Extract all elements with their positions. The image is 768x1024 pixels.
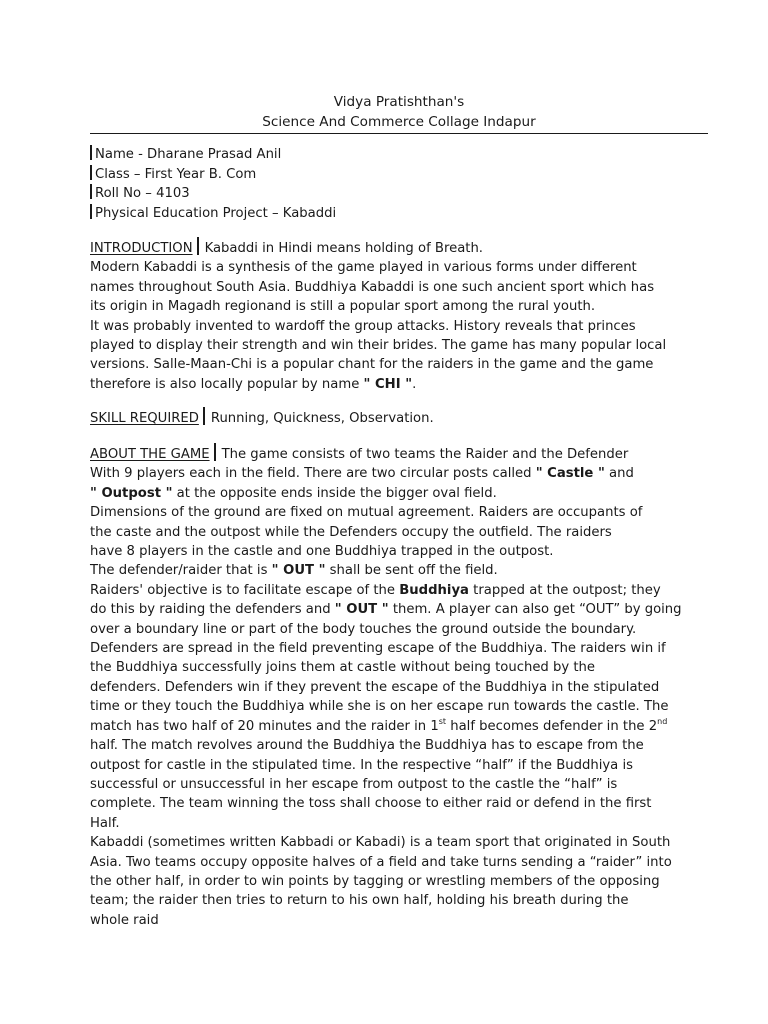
bar-mark	[90, 165, 92, 180]
paragraph-line: half. The match revolves around the Buddhiya the Buddhiya has to escape from the	[90, 738, 644, 754]
paragraph-line: whole raid	[90, 912, 159, 928]
student-info	[90, 145, 708, 223]
paragraph-line: Defenders are spread in the field preventing escape of the Buddhiya. The raiders win if	[90, 641, 666, 657]
bar-mark	[214, 443, 216, 461]
outpost-term: " Outpost "	[90, 485, 173, 501]
paragraph-line: the caste and the outpost while the Defenders occupy the outfield. The raiders	[90, 524, 612, 540]
paragraph-line: outpost for castle in the stipulated time. In the respective “half” if the Buddhiya is	[90, 757, 633, 773]
paragraph-line: names throughout South Asia. Buddhiya Kabaddi is one such ancient sport which has	[90, 279, 655, 295]
paragraph-line: versions. Salle-Maan-Chi is a popular chant for the raiders in the game and the game	[90, 357, 654, 373]
paragraph-line: the other half, in order to win points by tagging or wrestling members of the opposing	[90, 873, 660, 889]
college-header	[90, 93, 708, 132]
buddhiya-term: Buddhiya	[399, 582, 469, 598]
bar-mark	[90, 184, 92, 199]
bar-mark	[90, 145, 92, 160]
paragraph-line: the Buddhiya successfully joins them at castle without being touched by the	[90, 660, 596, 676]
paragraph-line: its origin in Magadh regionand is still a popular sport among the rural youth.	[90, 299, 596, 315]
paragraph-line: " Outpost " at the opposite ends inside the bigger oval field.	[90, 485, 497, 501]
paragraph-line: Raiders' objective is to facilitate escape of the Buddhiya trapped at the outpost; they	[90, 582, 661, 598]
paragraph-line: team; the raider then tries to return to his own half, holding his breath during the	[90, 893, 629, 909]
info-roll: Roll No – 4103	[90, 184, 708, 204]
paragraph-line: The defender/raider that is " OUT " shall be sent off the field.	[90, 563, 498, 579]
paragraph-line: Asia. Two teams occupy opposite halves of a field and take turns sending a “raider” into	[90, 854, 672, 870]
institution-name: Vidya Pratishthan's	[333, 94, 465, 110]
paragraph-line: It was probably invented to wardoff the group attacks. History reveals that princes	[90, 318, 636, 334]
paragraph-line: match has two half of 20 minutes and the raider in 1st half becomes defender in the 2nd	[90, 716, 668, 734]
chi-term: " CHI "	[363, 376, 413, 392]
paragraph-line: With 9 players each in the field. There are two circular posts called " Castle " and	[90, 466, 634, 482]
paragraph-line: Half.	[90, 815, 120, 831]
about-section: ABOUT THE GAME The game consists of two teams the Raider and the Defender With 9 players each in the field. There are two circular posts called " Castle " and " Outpost " at the opposite ends inside the bigger oval field. Dimensions of the ground are fixed on mutual agreement. Raiders are occupants of the caste and the outpost while the Defenders occupy the outfield. The raiders have 8 players in the castle and one Buddhiya trapped in the outpost. The defender/raider that is " OUT " shall be sent off the field. Raiders' objective is to facilitate escape of the Buddhiya trapped at the outpost; they do this by raiding the defenders and " OUT " them. A player can also get “OUT” by going over a boundary line or part of the body touches the ground outside the boundary. Defenders are spread in the field preventing escape of the Buddhiya. The raiders win if the Buddhiya successfully joins them at castle without being touched by the defenders. Defenders win if they prevent the escape of the Buddhiya in the stipulated time or they touch the Buddhiya while she is on her escape run towards the castle. The match has two half of 20 minutes and the raider in 1st half becomes defender in the 2nd half. The match revolves around the Buddhiya the Buddhiya has to escape from the outpost for castle in the stipulated time. In the respective “half” if the Buddhiya is successful or unsuccessful in her escape from outpost to the castle the “half” is complete. The team winning the toss shall choose to either raid or defend in the first Half. Kabaddi (sometimes written Kabbadi or Kabadi) is a team sport that originated in South Asia. Two teams occupy opposite halves of a field and take turns sending a “raider” into the other half, in order to win points by tagging or wrestling members of the opposing team; the raider then tries to return to his own half, holding his breath during the whole raid	[90, 443, 708, 930]
introduction-heading: INTRODUCTION	[90, 241, 193, 256]
bar-mark	[90, 204, 92, 219]
skill-text: Running, Quickness, Observation.	[210, 411, 434, 426]
paragraph-line: over a boundary line or part of the body touches the ground outside the boundary.	[90, 621, 637, 637]
skill-section	[90, 407, 708, 428]
bar-mark	[203, 407, 205, 425]
out-term: " OUT "	[334, 602, 389, 618]
info-project: Physical Education Project – Kabaddi	[90, 204, 708, 224]
paragraph-line: Modern Kabaddi is a synthesis of the game played in various forms under different	[90, 260, 637, 276]
info-name: Name - Dharane Prasad Anil	[90, 145, 708, 165]
paragraph-line: time or they touch the Buddhiya while she is on her escape run towards the castle. The	[90, 699, 669, 715]
paragraph-line: Dimensions of the ground are fixed on mutual agreement. Raiders are occupants of	[90, 505, 643, 521]
paragraph-line: successful or unsuccessful in her escape from outpost to the castle the “half” is	[90, 776, 618, 792]
out-term: " OUT "	[271, 563, 326, 579]
introduction-section: INTRODUCTION Kabaddi in Hindi means holding of Breath. Modern Kabaddi is a synthesis of the game played in various forms under different names throughout South Asia. Buddhiya Kabaddi is one such ancient sport which has its origin in Magadh regionand is still a popular sport among the rural youth. It was probably invented to wardoff the group attacks. History reveals that princes played to display their strength and win their brides. The game has many popular local versions. Salle-Maan-Chi is a popular chant for the raiders in the game and the game therefore is also locally popular by name " CHI ".	[90, 237, 708, 394]
college-name: Science And Commerce Collage Indapur	[262, 113, 536, 130]
paragraph-line: Kabaddi (sometimes written Kabbadi or Kabadi) is a team sport that originated in South	[90, 835, 671, 851]
paragraph-line: do this by raiding the defenders and " OUT " them. A player can also get “OUT” by going	[90, 602, 682, 618]
header-divider	[90, 133, 708, 134]
paragraph-line: therefore is also locally popular by name " CHI ".	[90, 376, 417, 392]
paragraph-line: played to display their strength and win their brides. The game has many popular local	[90, 338, 667, 354]
info-class: Class – First Year B. Com	[90, 165, 708, 185]
paragraph-line: have 8 players in the castle and one Buddhiya trapped in the outpost.	[90, 544, 554, 560]
paragraph-line: complete. The team winning the toss shall choose to either raid or defend in the first	[90, 796, 652, 812]
about-heading: ABOUT THE GAME	[90, 447, 210, 462]
paragraph-line: defenders. Defenders win if they prevent the escape of the Buddhiya in the stipulated	[90, 679, 660, 695]
skill-heading: SKILL REQUIRED	[90, 411, 199, 426]
bar-mark	[197, 237, 199, 255]
castle-term: " Castle "	[535, 466, 605, 482]
